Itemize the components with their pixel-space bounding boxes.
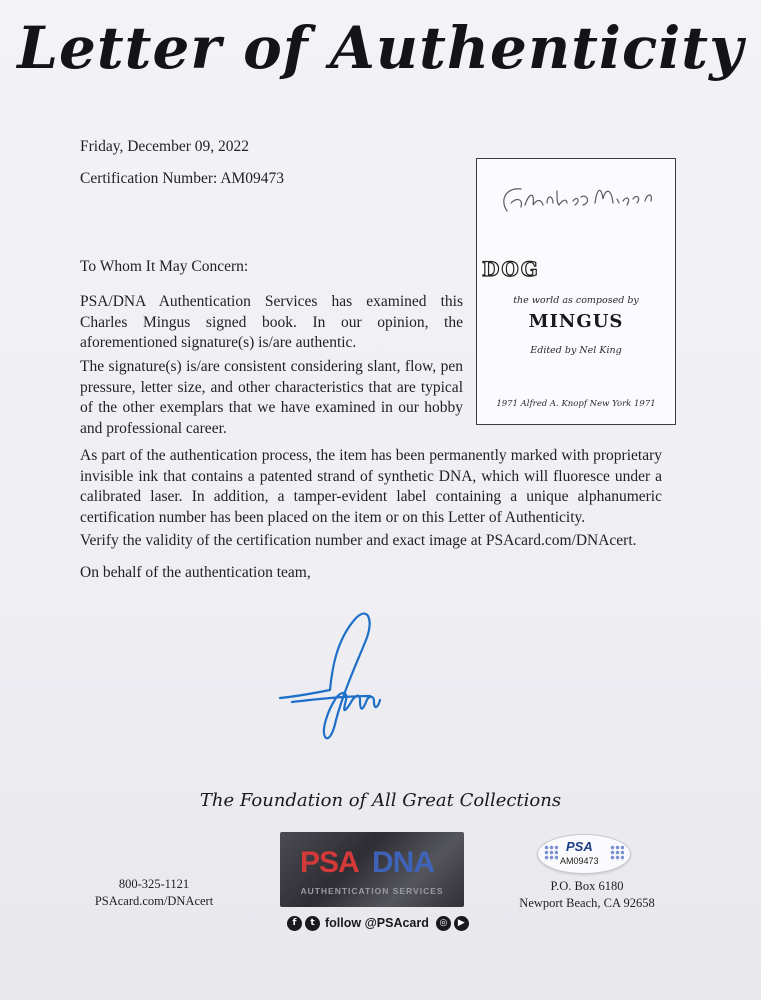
authenticator-signature <box>270 600 410 750</box>
certification-number: Certification Number: AM09473 <box>80 170 285 187</box>
social-links <box>287 913 469 933</box>
social-handle[interactable]: follow @PSAcard <box>325 916 429 930</box>
paragraph-examined: PSA/DNA Authentication Services has examined this Charles Mingus signed book. In our opinion, the aforementioned signature(s) is/are authentic. <box>80 293 463 351</box>
logo-subtitle: AUTHENTICATION SERVICES <box>300 886 444 896</box>
book-editor: Edited by Nel King <box>530 345 622 356</box>
book-author: MINGUS <box>528 311 624 332</box>
sticker-cert-number: AM09473 <box>560 856 599 866</box>
greeting: To Whom It May Concern: <box>80 258 249 275</box>
website-link[interactable]: PSAcard.com/DNAcert <box>94 894 214 908</box>
tagline: The Foundation of All Great Collections <box>199 790 562 811</box>
twitter-icon[interactable]: t <box>305 916 320 931</box>
book-subtitle: the world as composed by <box>513 295 639 306</box>
paragraph-consistency: The signature(s) is/are consistent considering slant, flow, pen pressure, letter size, and other characteristics that are typical of the other exemplars that we have examined in our hobby and professional career. <box>80 358 463 437</box>
logo-psa-text: PSA <box>300 846 359 879</box>
sticker-pattern <box>544 845 558 861</box>
letter-title: Letter of Authenticity <box>17 14 744 82</box>
letter-date: Friday, December 09, 2022 <box>80 138 250 155</box>
book-signature <box>477 159 675 229</box>
book-publisher: 1971 Alfred A. Knopf New York 1971 <box>496 399 656 409</box>
paragraph-process: As part of the authentication process, the item has been permanently marked with proprietary invisible ink that contains a patented strand of synthetic DNA, which will fluoresce under a calibrated laser. In addition, a tamper-evident label containing a unique alphanumeric certification number has been placed on the item or on this Letter of Authenticity. <box>80 447 662 526</box>
paragraph-closing: On behalf of the authentication team, <box>80 564 311 581</box>
city-address: Newport Beach, CA 92658 <box>519 896 655 910</box>
youtube-icon[interactable]: ▶ <box>454 916 469 931</box>
contact-info-left <box>70 876 238 910</box>
sticker-pattern <box>610 845 624 861</box>
psa-dna-logo <box>280 832 464 907</box>
logo-dna-text: DNA <box>372 846 434 879</box>
phone-number: 800-325-1121 <box>118 877 190 891</box>
authentication-sticker <box>537 834 631 874</box>
facebook-icon[interactable]: f <box>287 916 302 931</box>
paragraph-verify: Verify the validity of the certification number and exact image at PSAcard.com/DNAcert. <box>80 532 637 549</box>
book-title-page-image <box>476 158 676 425</box>
book-title: DOG <box>482 257 540 281</box>
instagram-icon[interactable]: ◎ <box>436 916 451 931</box>
contact-info-right <box>512 878 662 912</box>
po-box: P.O. Box 6180 <box>550 879 624 893</box>
sticker-logo: PSA <box>566 839 593 854</box>
